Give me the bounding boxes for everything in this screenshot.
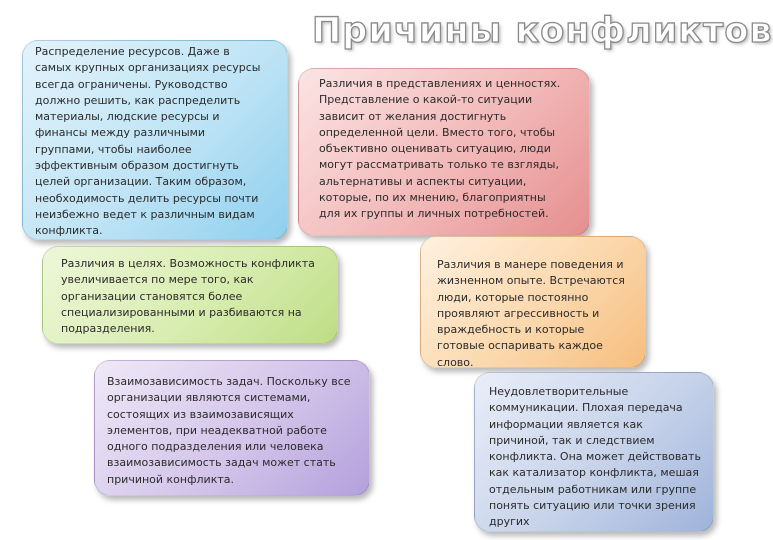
card-communication: Неудовлетворительные коммуникации. Плохая передача информации является как причиной, так и следствием конфликта. Она может действовать как катализатор конфликта, мешая отдельным работникам или группе понять ситуацию или точки зрения других [474,372,714,532]
card-goals: Различия в целях. Возможность конфликта увеличивается по мере того, как организации становятся более специализированными и разбиваются на подразделения. [42,246,338,344]
slide-title: Причины конфликтов [312,11,773,51]
card-interdependence: Взаимозависимость задач. Поскольку все организации являются системами, состоящих из взаимозависящих элементов, при неадекватной работе одного подразделения или человека взаимозависимость задач может стать причиной конфликта. [94,360,370,496]
card-behavior: Различия в манере поведения и жизненном опыте. Встречаются люди, которые постоянно проявляют агрессивность и враждебность и которые готовые оспаривать каждое слово. [420,236,646,368]
card-resources: Распределение ресурсов. Даже в самых крупных организациях ресурсы всегда ограничены. Руководство должно решить, как распределить материалы, людские ресурсы и финансы между различными группами, чтобы наиболее эффективным образом достигнуть целей организации. Таким образом, необходимость делить ресурсы почти неизбежно ведет к различным видам конфликта. [22,40,288,240]
card-values: Различия в представлениях и ценностях. Представление о какой-то ситуации зависит от желания достигнуть определенной цели. Вместо того, чтобы объективно оценивать ситуацию, люди могут рассматривать только те взгляды, альтернативы и аспекты ситуации, которые, по их мнению, благоприятны для их группы и личных потребностей. [298,68,590,236]
